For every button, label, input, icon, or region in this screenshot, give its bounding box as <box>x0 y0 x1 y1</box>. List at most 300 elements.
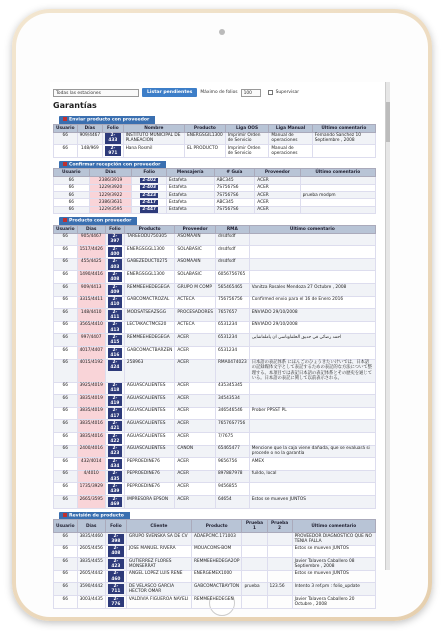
table-cell: 756756756 <box>215 296 249 309</box>
table-cell: ACER <box>255 206 300 213</box>
column-header: Usuario <box>54 169 90 177</box>
table-header-row <box>54 124 376 132</box>
folio-link[interactable]: 2-403 <box>108 259 122 269</box>
table-cell <box>132 191 166 198</box>
table-cell: 76576S7756 <box>215 420 249 433</box>
table-cell: 4/4010 <box>77 470 105 483</box>
max-folios-select[interactable]: 100 <box>241 89 261 97</box>
folio-link[interactable]: 2-417 <box>108 408 122 418</box>
max-folios-label: Máximo de folios <box>200 90 238 95</box>
table-row[interactable] <box>54 271 376 284</box>
table-cell: 3925/4019 <box>77 382 105 395</box>
folio-link[interactable]: 2-776 <box>108 597 124 607</box>
column-header: Liga OOS <box>225 124 269 132</box>
table-cell: 3835/4016 <box>77 420 105 433</box>
table-cell <box>105 258 124 271</box>
table-cell <box>249 346 375 359</box>
section-title: Producto con proveedor <box>69 218 132 224</box>
table-cell: 66 <box>54 206 90 213</box>
table-cell: LECTAKACTMCE20 <box>124 321 174 334</box>
table-cell: 64654 <box>215 495 249 508</box>
table-cell: 66 <box>54 246 78 259</box>
table-row[interactable] <box>54 145 376 158</box>
table-cell: ACER <box>175 483 216 496</box>
scrollbar[interactable] <box>385 82 390 570</box>
table-cell: Intento 3 ref.pm : folio_update <box>292 583 375 596</box>
section-title: Revisión de producto <box>69 513 124 519</box>
table-cell: 148/4410 <box>77 309 105 322</box>
table-cell: 1490/4416 <box>77 271 105 284</box>
table-cell: prueba modpm <box>300 191 375 198</box>
table-cell: 66 <box>54 558 78 571</box>
folio-link[interactable]: 2-711 <box>108 584 124 594</box>
folio-link[interactable]: 2-397 <box>108 234 122 244</box>
table-cell: ACTECA <box>175 296 216 309</box>
table-row[interactable] <box>54 558 376 571</box>
table-cell <box>105 570 126 583</box>
table-cell: Manual de operaciones <box>269 132 312 145</box>
section-marker-icon <box>63 218 67 222</box>
table-cell: 123.56 <box>267 583 292 596</box>
table-cell: احمد رضائي في حدیق الحلفاوتاسي ان پاملعاشایی <box>249 334 375 347</box>
table-cell: AMEX <box>249 458 375 471</box>
folio-link[interactable]: 2-419 <box>108 396 122 406</box>
table-cell: 34543534 <box>215 395 249 408</box>
table-cell: 1517/4426 <box>77 246 105 259</box>
table-cell: 66 <box>54 296 78 309</box>
table-cell: 2605/4456 <box>77 545 105 558</box>
sec2-table <box>53 168 376 214</box>
table-cell: 66 <box>54 545 78 558</box>
toolbar <box>50 82 390 99</box>
table-row[interactable] <box>54 359 376 382</box>
table-row[interactable] <box>54 284 376 297</box>
folio-link[interactable]: 2-400 <box>108 247 122 257</box>
table-cell: drsdfsdf <box>215 246 249 259</box>
table-cell <box>132 206 166 213</box>
table-cell <box>267 595 292 608</box>
folio-link[interactable]: 2-433 <box>105 133 120 143</box>
table-cell: 日本語の表記体系 にほんごのひょうきたいけいでは、日本語の記録媒体文字として表記するための表記的な方法について整理する。本項目では表記日本語の表記体系とその歴史を通じている。日本語の表記に関して以前表示される。 <box>249 359 375 382</box>
supervise-checkbox[interactable] <box>268 90 273 95</box>
table-cell <box>105 395 124 408</box>
table-row[interactable] <box>54 321 376 334</box>
table-cell <box>105 595 126 608</box>
list-pending-button[interactable]: Listar pendientes <box>142 88 197 97</box>
folio-link[interactable]: 2-423 <box>108 559 124 569</box>
folio-link[interactable]: 2-421 <box>108 421 122 431</box>
table-row[interactable] <box>54 395 376 408</box>
table-cell: 3835/4019 <box>77 407 105 420</box>
table-cell: 346546546 <box>215 407 249 420</box>
folio-link[interactable]: 2-411 <box>108 310 122 320</box>
column-header: Último comentario <box>249 225 375 233</box>
table-cell: Imprimir Orden de Servicio <box>225 132 269 145</box>
column-header: Último comentario <box>312 124 375 132</box>
table-cell: 435345345 <box>215 382 249 395</box>
table-cell: 1229/3920 <box>89 184 132 191</box>
sec4-table <box>53 519 376 609</box>
folio-link[interactable]: 2-402 <box>142 177 157 183</box>
folio-link[interactable]: 2-971 <box>105 146 120 156</box>
table-cell: ENERGEMEX1000 <box>191 570 242 583</box>
table-row[interactable] <box>54 233 376 246</box>
table-cell: ABC345 <box>214 177 255 184</box>
table-cell: GRUPO SVENSKA SA DE CV <box>126 533 191 546</box>
section-marker-icon <box>63 162 67 166</box>
sec3-table <box>53 225 376 509</box>
table-cell <box>105 470 124 483</box>
table-cell: 455/4425 <box>77 258 105 271</box>
table-cell <box>105 309 124 322</box>
table-cell: ACER <box>175 495 216 508</box>
table-cell: 66 <box>54 132 78 145</box>
table-cell: 66 <box>54 583 78 596</box>
table-cell: ACER <box>175 382 216 395</box>
table-cell: 909/4467 <box>77 132 103 145</box>
table-cell: Fernando Sanchez 10 Septiembre , 2008 <box>312 132 375 145</box>
table-cell: 6531234 <box>215 334 249 347</box>
table-row[interactable] <box>54 533 376 546</box>
table-row[interactable] <box>54 483 376 496</box>
table-cell: MOUACOMS-BOM <box>191 545 242 558</box>
table-cell <box>103 132 123 145</box>
table-cell: ACER <box>175 346 216 359</box>
column-header: Usuario <box>54 124 78 132</box>
table-cell: PROVEEDOR DIAGNOSTICO QUE NO TENIA FALLA <box>292 533 375 546</box>
table-row[interactable] <box>54 445 376 458</box>
table-cell: REMMEEHEDEGEGA <box>124 334 174 347</box>
table-cell: 66 <box>54 533 78 546</box>
table-cell <box>132 177 166 184</box>
table-cell: Javier Talavera Caballero 08 Septiembre , 2008 <box>292 558 375 571</box>
folio-link[interactable]: 2-415 <box>108 335 122 345</box>
table-cell <box>105 545 126 558</box>
table-cell: 66 <box>54 199 90 206</box>
table-row[interactable] <box>54 191 376 198</box>
table-cell: Estafeta <box>166 177 214 184</box>
table-cell: AGUASCALIENTES <box>124 445 174 458</box>
table-row[interactable] <box>54 583 376 596</box>
table-cell <box>105 458 124 471</box>
folio-link[interactable]: 2-422 <box>108 434 122 444</box>
table-cell: fuildo, local <box>249 470 375 483</box>
folio-link[interactable]: 2-409 <box>108 285 122 295</box>
sec4-header <box>59 512 130 520</box>
column-header: Último comentario <box>292 520 375 533</box>
table-cell <box>105 359 124 382</box>
column-header: Folio <box>103 124 123 132</box>
sec4-section <box>53 512 376 609</box>
table-row[interactable] <box>54 495 376 508</box>
table-cell: 66 <box>54 321 78 334</box>
table-cell: 997/4407 <box>77 334 105 347</box>
folio-link[interactable]: 2-413 <box>108 322 122 332</box>
folio-link[interactable]: 2-435 <box>108 471 122 481</box>
table-cell: GRUPO M COMP <box>175 284 216 297</box>
folio-link[interactable]: 2-434 <box>108 459 122 469</box>
table-cell: 148/969 <box>77 145 103 158</box>
table-cell: Vanitza Rosales Mendoza 27 Octubre , 2008 <box>249 284 375 297</box>
table-cell: EL PRODUCTO <box>185 145 226 158</box>
column-header: Liga Manual <box>269 124 312 132</box>
table-row[interactable] <box>54 246 376 259</box>
table-cell: 66 <box>54 258 78 271</box>
table-cell: SOLABASIC <box>175 271 216 284</box>
column-header: Folio <box>105 225 124 233</box>
table-cell <box>267 558 292 571</box>
table-cell: ADAEPCMC.171003 <box>191 533 242 546</box>
station-select[interactable]: Todas las estaciones <box>53 89 139 97</box>
table-cell: GABCOMACTROZAL <box>124 296 174 309</box>
tablet-screen <box>50 82 390 607</box>
table-row[interactable] <box>54 309 376 322</box>
section-marker-icon <box>63 117 67 121</box>
table-cell: AGUASCALIENTES <box>124 395 174 408</box>
table-cell <box>105 533 126 546</box>
table-cell <box>105 495 124 508</box>
table-cell: 66 <box>54 177 90 184</box>
table-cell: Confirmed envio para el 16 de Enero 2016 <box>249 296 375 309</box>
table-cell <box>249 246 375 259</box>
table-cell: ENVIADO 29/10/2008 <box>249 321 375 334</box>
table-cell: ACER <box>255 184 300 191</box>
table-row[interactable] <box>54 199 376 206</box>
table-cell <box>300 184 375 191</box>
column-header: Proveedor <box>175 225 216 233</box>
table-row[interactable] <box>54 470 376 483</box>
sec1-section <box>53 116 376 158</box>
table-row[interactable] <box>54 206 376 213</box>
column-header: # Guía <box>214 169 255 177</box>
table-cell <box>249 483 375 496</box>
table-cell: ACER <box>175 432 216 445</box>
sec2-section <box>53 161 376 214</box>
table-row[interactable] <box>54 382 376 395</box>
folio-link[interactable]: 2-416 <box>108 348 122 358</box>
table-cell: 66 <box>54 334 78 347</box>
table-cell: 66 <box>54 595 78 608</box>
table-row[interactable] <box>54 296 376 309</box>
sec2-header <box>59 161 166 169</box>
table-cell: Estafeta <box>166 199 214 206</box>
table-cell: 66 <box>54 458 78 471</box>
column-header: Usuario <box>54 225 78 233</box>
table-cell: ACER <box>175 458 216 471</box>
table-header-row <box>54 169 376 177</box>
table-cell: Hana Rosmil <box>123 145 185 158</box>
table-row[interactable] <box>54 132 376 145</box>
column-header: Días <box>89 169 132 177</box>
folio-link[interactable]: 2-403 <box>142 185 157 191</box>
folio-link[interactable]: 2-439 <box>108 484 122 494</box>
table-cell: AGUASCALIENTES <box>124 432 174 445</box>
column-header: Producto <box>185 124 226 132</box>
table-cell: ASOMAAIN <box>175 258 216 271</box>
table-cell: 9456855 <box>215 483 249 496</box>
table-cell <box>105 296 124 309</box>
table-cell: 2386/3631 <box>89 199 132 206</box>
column-header: Usuario <box>54 520 78 533</box>
table-row[interactable] <box>54 407 376 420</box>
table-cell: MODSATSEAZSGG <box>124 309 174 322</box>
table-cell: PROCESADORES <box>175 309 216 322</box>
column-header: Último comentario <box>300 169 375 177</box>
table-cell <box>105 346 124 359</box>
table-cell: 66 <box>54 570 78 583</box>
column-header: Folio <box>105 520 126 533</box>
folio-link[interactable]: 2-460 <box>108 571 124 581</box>
folio-link[interactable]: 2-447 <box>142 207 157 213</box>
table-cell: Imprimir Orden de Servicio <box>225 145 269 158</box>
column-header: Producto <box>191 520 242 533</box>
table-cell: Estos se mueven JUNTOS <box>292 545 375 558</box>
section-marker-icon <box>63 513 67 517</box>
table-cell: 7/7675 <box>215 432 249 445</box>
table-cell: GUTIERREZ FLORES MONSERRAT <box>126 558 191 571</box>
table-cell: ABC345 <box>214 199 255 206</box>
table-cell: 66 <box>54 346 78 359</box>
table-cell: AGUASCALIENTES <box>124 382 174 395</box>
table-cell: 66 <box>54 432 78 445</box>
table-cell <box>105 233 124 246</box>
table-cell: 9656756 <box>215 458 249 471</box>
table-cell: GABEZEDUCT0275 <box>124 258 174 271</box>
table-cell: 897887978 <box>215 470 249 483</box>
folio-link[interactable]: 2-424 <box>108 360 122 370</box>
table-cell <box>267 533 292 546</box>
table-cell <box>105 246 124 259</box>
table-cell: 66 <box>54 407 78 420</box>
table-cell: CANON <box>175 445 216 458</box>
camera-icon <box>219 29 225 35</box>
folio-link[interactable]: 2-408 <box>108 272 122 282</box>
table-row[interactable] <box>54 545 376 558</box>
table-cell: Estafeta <box>166 191 214 198</box>
table-cell <box>242 570 267 583</box>
table-cell <box>312 145 375 158</box>
table-cell <box>242 595 267 608</box>
table-cell: 1229/3922 <box>89 191 132 198</box>
table-cell: PEPROEDINE76 <box>124 483 174 496</box>
folio-link[interactable]: 2-398 <box>108 534 124 544</box>
folio-link[interactable]: 2-423 <box>108 446 122 456</box>
folio-link[interactable]: 2-418 <box>108 383 122 393</box>
table-cell <box>105 271 124 284</box>
table-cell <box>132 199 166 206</box>
table-cell: 66 <box>54 284 78 297</box>
table-cell: 4017/4407 <box>77 346 105 359</box>
table-cell <box>267 570 292 583</box>
table-row[interactable] <box>54 334 376 347</box>
table-cell: ACER <box>175 395 216 408</box>
table-cell <box>300 177 375 184</box>
table-cell: ASOMAAIN <box>175 233 216 246</box>
table-row[interactable] <box>54 346 376 359</box>
table-cell: SOLABASIC <box>175 246 216 259</box>
table-cell: REMMEEHEDEGA2OP <box>191 558 242 571</box>
table-cell: 66 <box>54 359 78 382</box>
table-row[interactable] <box>54 420 376 433</box>
table-cell <box>249 382 375 395</box>
table-cell: ACER <box>255 191 300 198</box>
column-header: Días <box>77 225 105 233</box>
table-row[interactable] <box>54 177 376 184</box>
table-cell: 7S7567S6 <box>214 206 255 213</box>
table-cell: 6531234 <box>215 346 249 359</box>
table-cell: 565465465 <box>215 284 249 297</box>
folio-link[interactable]: 2-417 <box>142 199 157 205</box>
table-cell: 7S7567S6 <box>214 184 255 191</box>
table-cell: Prober PPSST PL <box>249 407 375 420</box>
table-cell: Estos se mueven JUNTOS <box>292 570 375 583</box>
sec1-table <box>53 124 376 158</box>
table-cell: Estos se mueven JUNTOS <box>249 495 375 508</box>
scrollbar-thumb[interactable] <box>386 102 390 142</box>
table-cell: VALDIVIA FIGUEROA NAYELI <box>126 595 191 608</box>
table-cell: drsdfsdf <box>215 233 249 246</box>
folio-link[interactable]: 2-410 <box>108 297 122 307</box>
table-row[interactable] <box>54 258 376 271</box>
table-cell: 3835/4016 <box>77 432 105 445</box>
column-header: Nombre <box>123 124 185 132</box>
section-title: Confirmar recepción con proveedor <box>69 162 161 168</box>
column-header: Días <box>77 520 105 533</box>
table-cell <box>249 395 375 408</box>
table-cell: 432/4014 <box>77 458 105 471</box>
table-cell: 3003/4435 <box>77 595 105 608</box>
table-cell: 258963 <box>124 359 174 382</box>
folio-link[interactable]: 2-408 <box>108 546 124 556</box>
table-row[interactable] <box>54 595 376 608</box>
table-cell: 7S7567S6 <box>214 191 255 198</box>
table-row[interactable] <box>54 570 376 583</box>
table-cell: ACER <box>175 359 216 382</box>
sec3-section <box>53 217 376 508</box>
table-cell <box>105 382 124 395</box>
table-cell: drsdfsdf <box>215 258 249 271</box>
table-cell: 3315/4411 <box>77 296 105 309</box>
table-cell: Estafeta <box>166 206 214 213</box>
table-cell: 65465477 <box>215 445 249 458</box>
table-cell: 3835/4460 <box>77 533 105 546</box>
table-cell <box>105 284 124 297</box>
table-cell <box>105 407 124 420</box>
table-cell: 66 <box>54 470 78 483</box>
table-cell: 66 <box>54 445 78 458</box>
column-header: Prueba 2 <box>267 520 292 533</box>
table-row[interactable] <box>54 184 376 191</box>
folio-link[interactable]: 2-469 <box>108 497 122 507</box>
table-cell <box>249 258 375 271</box>
table-cell: 66 <box>54 184 90 191</box>
table-header-row <box>54 520 376 533</box>
table-row[interactable] <box>54 432 376 445</box>
table-cell: Javier Talavera Caballero 20 Octubre , 2008 <box>292 595 375 608</box>
column-header: Proveedor <box>255 169 300 177</box>
table-cell: REMMEEHEDEGEGA <box>124 284 174 297</box>
table-row[interactable] <box>54 458 376 471</box>
table-cell: 66 <box>54 271 78 284</box>
table-cell: AGUASCALIENTES <box>124 407 174 420</box>
table-cell <box>249 233 375 246</box>
table-cell: ACER <box>175 420 216 433</box>
table-cell: RMA0474023 <box>215 359 249 382</box>
table-cell <box>249 420 375 433</box>
table-cell: IMPRESORA EPSON <box>124 495 174 508</box>
table-cell: 7657657 <box>215 309 249 322</box>
folio-link[interactable]: 2-423 <box>142 192 157 198</box>
